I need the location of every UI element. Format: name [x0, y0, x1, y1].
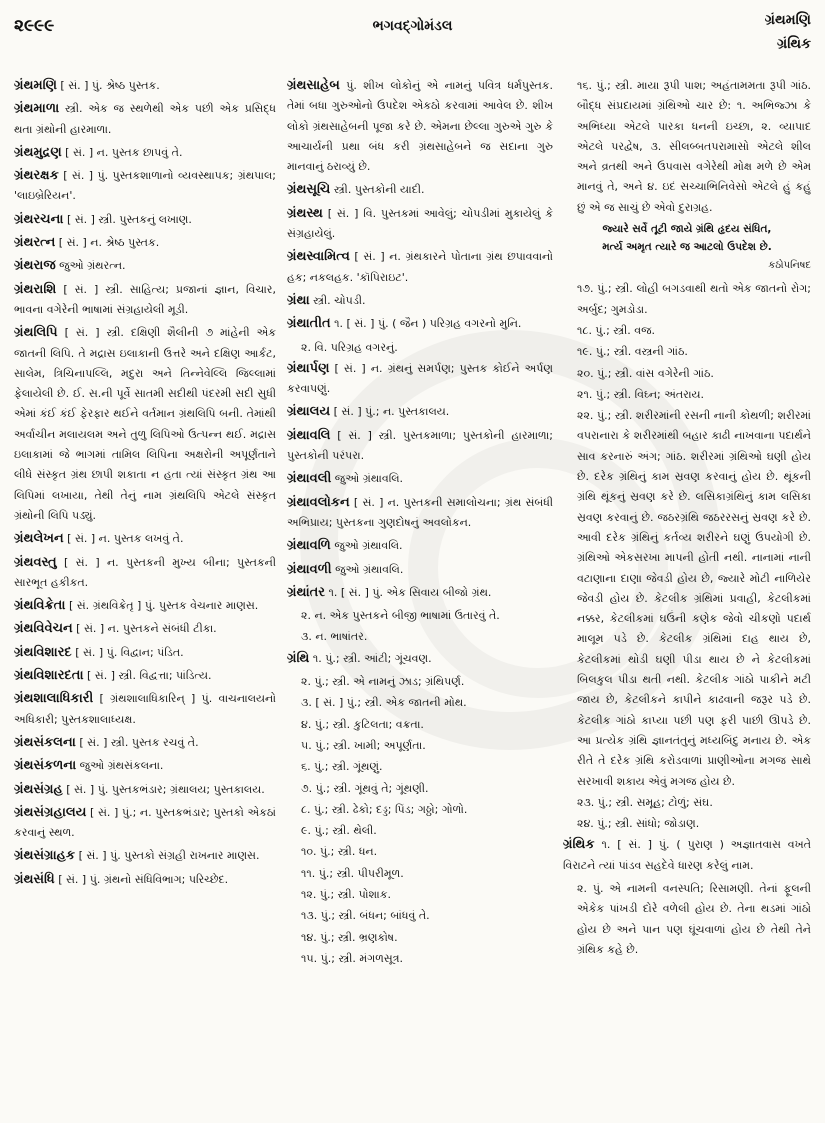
- definition: [ સં. ] સ્ત્રી. વિદ્વત્તા; પાંડિત્ય.: [83, 669, 212, 683]
- dictionary-entry: [287, 204, 553, 245]
- sense-item: ૧૭. પું.; સ્ત્રી. લોહી બગડવાથી થતો એક જાતનો રોગ; અર્બુદ; ગુમડોડા.: [577, 282, 811, 316]
- column-2: [287, 76, 553, 1116]
- dictionary-entry: [14, 529, 276, 549]
- page-header: [14, 6, 811, 74]
- dictionary-entry: [287, 314, 553, 334]
- definition: [ સં. ] પું. વિદ્વાન; પંડિત.: [71, 645, 184, 659]
- sense-item: ૧૬. પું.; સ્ત્રી. માયા રૂપી પાશ; અહંતામમતા રૂપી ગાંઠ. બૌદ્ધ સંપ્રદાયમાં ગ્રંથિઓ ચાર છે: ૧. અભિજ્ઝા કે અભિધ્યા એટલે પારકા ધનની ઇચ્છા, ૨. વ્યાપાદ એટલે પરદ્વેષ, ૩. સીલબ્બતપરામાસો એટલે શીલ અને વ્રતથી અને ઉપવાસ વગેરેથી મોક્ષ મળે છે એમ માનવું તે, અને ૪. ઇદં સચ્ચાભિનિવેસો એટલે હું કહું છું એ જ સાચું છે એવો દુરાગ્રહ.: [577, 79, 811, 214]
- headword: ગ્રંથાલય: [287, 404, 331, 420]
- sense-item: ૯. પું.; સ્ત્રી. થેલી.: [301, 824, 377, 838]
- headword: ગ્રંથસંકળના: [14, 758, 77, 774]
- dictionary-entry: [14, 99, 276, 140]
- sense-item: ૨૧. પું.; સ્ત્રી. વિઘ્ન; અંતરાય.: [577, 387, 705, 401]
- dictionary-entry: [14, 166, 276, 207]
- headword: ગ્રંથવિશારદતા: [14, 668, 84, 684]
- sense-item: ૬. પું.; સ્ત્રી. ગૂંથણું.: [301, 760, 383, 774]
- dictionary-entry: [14, 846, 276, 866]
- dictionary-entry: [287, 76, 553, 177]
- sense-item: ૭. પું.; સ્ત્રી. ગૂંથવું તે; ગૂંથણી.: [301, 781, 429, 795]
- definition: [ સં. ] સ્ત્રી. પુસ્તકમાળા; પુસ્તકોની હારમાળા; પુસ્તકોની પરંપરા.: [287, 428, 553, 463]
- definition: [ સં. ] પું. પુસ્તકો સંગ્રહી રાખનાર માણસ.: [75, 849, 260, 863]
- definition: ૧. [ સં. ] પું. ( પુરાણ ) અજ્ઞાતવાસ વખતે વિરાટને ત્યાં પાંડવ સહદેવે ધારણ કરેલું નામ.: [563, 838, 811, 872]
- definition: જુઓ ગ્રંથાવલિ.: [331, 562, 404, 576]
- definition: [ સં. ] પું.; ન. પુસ્તકાલય.: [330, 405, 450, 419]
- dictionary-entry: [14, 143, 276, 163]
- headword: ગ્રંથાવળિ: [287, 538, 331, 554]
- definition: [ સં. ] ન. ગ્રંથનું સમર્પણ; પુસ્તક કોઈને અર્પણ કરવાપણું.: [287, 361, 553, 396]
- sense-item: ૨૨. પું.; સ્ત્રી. શરીરમાંની રસની નાની કોથળી; શરીરમાં વપરાનારા કે શરીરમાંથી બહાર કાઢી નાખવાના પદાર્થને સાવ કરનારું અંગ; ગાંઠ. શરીરમાં ગ્રંથિઓ ઘણી હોય છે. દરેક ગ્રંથિનું કામ સ્રવણ કરવાનું હોય છે. થૂંકની ગ્રંથિ થૂંકનું સ્રવણ કરે છે. લસિકાગ્રંથિનું કામ લસિકા સ્રવણ કરવાનું છે. જઠરગ્રંથિ જઠરરસનું સ્રવણ કરે છે. આવી દરેક ગ્રંથિનું કર્તવ્ય શરીરને ઘણું ઉપયોગી છે. ગ્રંથિઓ એકસરખા માપની હોતી નથી. નાનામાં નાની વટાણાના દાણા જેવડી હોય છે, જ્યારે મોટી નાળિયેર જેવડી હોય છે. કેટલીક ગ્રંથિમાં પ્રવાહી, કેટલીકમાં નક્કર, કેટલીકમાં ઘઉંની કણેક જેવો ચીકણો પદાર્થ માલૂમ પડે છે. કેટલીક ગ્રંથિમાં દાહ થાય છે, કેટલીકમાં થોડી ઘણી પીડા થાય છે ને કેટલીકમાં બિલકુલ પીડા થતી નથી. કેટલીક ગાંઠો પાકીને મટી જાય છે, કેટલીકને કાપીને કાઢવાની જરૂર પડે છે. કેટલીક ગાંઠો કાપ્યા પછી પણ ફરી પાછી ઊપડે છે. આ પ્રત્યેક ગ્રંથિ જ્ઞાનતંતુનું મધ્યબિંદુ મનાય છે. એક રીતે તે દરેક ગ્રંથિ કરોડવાળાં પ્રાણીઓના મગજ સાથે સરખાવી શકાય એવું મગજ હોય છે.: [577, 409, 811, 788]
- definition: [ સં. ] પું. પુસ્તકશાળાનો વ્યવસ્થાપક; ગ્રંથપાલ; 'લાઇબ્રેરિયન'.: [14, 169, 276, 203]
- headword: ગ્રંથસંગ્રહ: [14, 781, 63, 797]
- definition: જુઓ ગ્રંથરત્ન.: [55, 259, 126, 273]
- definition: જુઓ ગ્રંથસંકલના.: [76, 759, 164, 773]
- dictionary-entry: [14, 596, 276, 616]
- definition: ૧. [ સં. ] પું. એક સિવાય બીજો ગ્રંથ.: [325, 585, 492, 599]
- sense-item: ૨. વિ. પરિગ્રહ વગરનું.: [301, 340, 398, 354]
- dictionary-entry: [14, 619, 276, 639]
- headword: ગ્રંથરાજ: [14, 258, 56, 274]
- guideword-bottom: ગ્રંથિક: [776, 36, 811, 52]
- headword: ગ્રંથસૂચિ: [287, 182, 331, 198]
- headword: ગ્રંથાતીત: [287, 316, 331, 332]
- dictionary-entry: [287, 402, 553, 422]
- headword: ગ્રંથરચના: [14, 211, 64, 227]
- definition: [ સં. ] પું.; ન. પુસ્તકભંડાર; પુસ્તકો એકઠાં કરવાનું સ્થળ.: [14, 805, 276, 840]
- dictionary-entry: [287, 359, 553, 400]
- headword: ગ્રંથમણિ: [14, 78, 57, 93]
- headword: ગ્રંથિક: [563, 837, 595, 853]
- dictionary-entry: [14, 756, 276, 776]
- sense-item: ૩. ન. ભાષાંતર.: [301, 630, 368, 644]
- dictionary-entry: [14, 323, 276, 526]
- sense-item: ૧૦. પું.; સ્ત્રી. ધન.: [301, 845, 378, 859]
- headword: ગ્રંથવસ્તુ: [14, 554, 57, 570]
- headword: ગ્રંથલેખન: [14, 531, 64, 547]
- sense-item: ૩. [ સં. ] પું.; સ્ત્રી. એક જાતની મોથ.: [301, 696, 467, 710]
- definition: [ સં. ] ન. શ્રેષ્ઠ પુસ્તક.: [55, 236, 160, 250]
- dictionary-entry: [287, 426, 553, 467]
- dictionary-entry: [287, 469, 553, 489]
- definition: સ્ત્રી. પુસ્તકોની યાદી.: [330, 183, 425, 197]
- dictionary-entry: [14, 643, 276, 663]
- definition: સ્ત્રી. એક જ સ્થળેથી એક પછી એક પ્રસિદ્ધ થતા ગ્રંથોની હારમાળા.: [14, 102, 276, 136]
- headword: ગ્રંથાંતર: [287, 584, 325, 600]
- definition: [ સં. ] સ્ત્રી. સાહિત્ય; પ્રજાનાં જ્ઞાન, વિચાર, ભાવના વગેરેની ભાષામાં સંગ્રહાયેલી મૂડી.: [14, 282, 276, 316]
- guide-words: [765, 8, 811, 56]
- headword: ગ્રંથિ: [287, 650, 310, 666]
- dictionary-entry: [14, 76, 276, 96]
- definition: [ સં. ] સ્ત્રી. પુસ્તક રચવું તે.: [75, 735, 199, 749]
- definition: પું. શીખ લોકોનું એ નામનું પવિત્ર ધર્મપુસ્તક. તેમાં બધા ગુરુઓનો ઉપદેશ એકઠો કરવામાં આવેલ છે. શીખ લોકો ગ્રંથસાહેબની પૂજા કરે છે. એમના છેલ્લા ગુરુએ ગુરુ કે આચાર્યની પ્રથા બંધ કરી ગ્રંથસાહેબને જ સદાના ગુરુ માનવાનું ઠરાવ્યું છે.: [287, 79, 553, 174]
- quotation: જ્યારે સર્વે તૂટી જાયે ગ્રંથિ હૃદય સંધિત, મર્ત્ય અમૃત ત્યારે જ આટલો ઉપદેશ છે.: [602, 223, 772, 254]
- dictionary-entry: [14, 210, 276, 230]
- dictionary-entry: [287, 583, 553, 603]
- sense-item: ૫. પું.; સ્ત્રી. ખામી; અપૂર્ણતા.: [301, 738, 426, 752]
- definition: [ સં. ] સ્ત્રી. દક્ષિણી શૈલીની ૭ માંહેની એક જાતની લિપિ. તે મદ્રાસ ઇલાકાની ઉત્તરે અને દક્ષિણ આર્કટ, સાલેમ, ત્રિચિનાપલ્લિ, મદુરા અને તિન્નેવેલ્લિ જિલ્લામાં ફેલાયેલી છે. ઈ. સ.ની પૂર્વે સાતમી સદીથી પંદરમી સદી સુધી એમાં કંઈ કંઈ ફેરફાર થઈને વર્તમાન ગ્રંથલિપિ બની. તેમાંથી અર્વાચીન મલાયલમ અને તુળુ લિપિઓ ઉત્પન્ન થઈ. મદ્રાસ ઇલાકામાં જે ભાગમાં તામિલ લિપિના અક્ષરોની અપૂર્ણતાને લીધે સંસ્કૃત ગ્રંથ છાપી શકાતા ન હતા ત્યાં સંસ્કૃત ગ્રંથ આ લિપિમાં લખાયા, તેથી તેનું નામ ગ્રંથલિપિ એટલે સંસ્કૃત ગ્રંથોની લિપિ પડ્યું.: [14, 326, 276, 522]
- sense-item: ૧૯. પું.; સ્ત્રી. વસ્ત્રની ગાંઠ.: [577, 345, 688, 359]
- definition: [ સં. ] ન. પુસ્તકની મુખ્ય બીના; પુસ્તકની સારભૂત હકીકત.: [14, 555, 276, 589]
- headword: ગ્રંથસ્વામિત્વ: [287, 249, 350, 265]
- sense-item: ૧૨. પું.; સ્ત્રી. પોશાક.: [301, 887, 391, 901]
- dictionary-entry: [14, 280, 276, 321]
- definition: [ સં. ] વિ. પુસ્તકમાં આવેલું; ચોપડીમાં મુકાયેલું કે સંગ્રહાયેલું.: [287, 206, 553, 241]
- headword: ગ્રંથશાલાધિકારી: [14, 691, 94, 707]
- headword: ગ્રંથરક્ષક: [14, 168, 59, 184]
- definition: [ સં. ] ન. પુસ્તકની સમાલોચના; ગ્રંથ સંબંધી અભિપ્રાય; પુસ્તકના ગુણદોષનું અવલોકન.: [287, 495, 553, 529]
- dictionary-entry: [14, 733, 276, 753]
- dictionary-entry: [14, 689, 276, 730]
- headword: ગ્રંથાવલિ: [287, 427, 331, 443]
- sense-item: ૧૫. પું.; સ્ત્રી. મંગળસૂત્ર.: [301, 951, 403, 965]
- dictionary-entry: [14, 233, 276, 253]
- definition: [ સં. ] સ્ત્રી. પુસ્તકનું લખાણ.: [63, 212, 192, 226]
- guideword-top: ગ્રંથમણિ: [764, 12, 811, 28]
- definition: જુઓ ગ્રંથાવલિ.: [331, 472, 404, 486]
- headword: ગ્રંથાવલોકન: [287, 494, 350, 510]
- sense-item: ૨. પું.; સ્ત્રી. એ નામનું ઝાડ; ગ્રંથિપર્ણ.: [301, 675, 465, 689]
- headword: ગ્રંથા: [287, 292, 310, 308]
- dictionary-entry: [14, 666, 276, 686]
- headword: ગ્રંથાવલી: [287, 471, 332, 487]
- headword: ગ્રંથસંગ્રહાલય: [14, 804, 87, 820]
- dictionary-entry: [287, 649, 553, 669]
- dictionary-entry: [14, 803, 276, 844]
- headword: ગ્રંથસંકલના: [14, 734, 76, 750]
- sense-item: ૧૧. પું.; સ્ત્રી. પીપરીમૂળ.: [301, 866, 404, 880]
- sense-item: ૨૦. પું.; સ્ત્રી. વાંસ વગેરેની ગાંઠ.: [577, 366, 714, 380]
- dictionary-entry: [14, 553, 276, 594]
- dictionary-entry: [287, 291, 553, 311]
- definition: [ સં. ] ન. ગ્રંથકારને પોતાના ગ્રંથ છપાવવાનો હક; નકલહક. 'કૉપિરાઇટ'.: [287, 250, 553, 284]
- sense-item: ૨૪. પું.; સ્ત્રી. સાંધો; જોડાણ.: [577, 817, 700, 831]
- headword: ગ્રંથમુદ્રણ: [14, 144, 62, 160]
- definition: [ સં. ] પું. પુસ્તકભંડાર; ગ્રંથાલય; પુસ્તકાલય.: [62, 782, 265, 796]
- definition: જુઓ ગ્રંથાવલિ.: [330, 539, 403, 553]
- sense-item: ૨. ન. એક પુસ્તકને બીજી ભાષામાં ઉતારવું તે.: [301, 609, 500, 623]
- definition: [ સં. ] ન. પુસ્તક લખવું તે.: [63, 532, 184, 546]
- sense-item: ૨૩. પું.; સ્ત્રી. સમૂહ; ટોળું; સંઘ.: [577, 795, 713, 809]
- headword: ગ્રંથલિપિ: [14, 325, 58, 341]
- definition: ૧. [ સં. ] પું. ( જૈન ) પરિગ્રહ વગરનો મુનિ.: [330, 317, 522, 331]
- definition: [ સં. ] ન. પુસ્તકને સંબંધી ટીકા.: [72, 622, 217, 636]
- headword: ગ્રંથસ્થ: [287, 205, 323, 221]
- definition: [ સં. ] ન. પુસ્તક છાપવું તે.: [61, 145, 183, 159]
- headword: ગ્રંથાર્પણ: [287, 360, 330, 376]
- sense-item: ૪. પું.; સ્ત્રી. કુટિલતા; વક્રતા.: [301, 717, 424, 731]
- headword: ગ્રંથમાળા: [14, 101, 60, 117]
- headword: ગ્રંથવિક્રેતા: [14, 598, 66, 614]
- dictionary-entry: [287, 247, 553, 288]
- definition: [ સં. ગ્રંથવિક્રેતૃ ] પું. પુસ્તક વેચનાર માણસ.: [65, 599, 259, 613]
- quotation-source: કઠોપનિષદ: [768, 260, 811, 272]
- column-3: [563, 76, 811, 1116]
- headword: ગ્રંથાવળી: [287, 561, 332, 577]
- dictionary-entry: [14, 256, 276, 276]
- running-title: ભગવદ્ગોમંડલ: [372, 18, 453, 34]
- headword: ગ્રંથરાશિ: [14, 281, 57, 297]
- sense-item: ૧૪. પું.; સ્ત્રી. ભ્રણકોષ.: [301, 930, 398, 944]
- dictionary-entry: [14, 870, 276, 890]
- dictionary-entry: [287, 493, 553, 534]
- definition: [ ગ્રંથશાલાધિકારિન્ ] પું. વાચનાલયનો અધિકારી; પુસ્તકશાલાધ્યક્ષ.: [14, 692, 276, 726]
- headword: ગ્રંથવિશારદ: [14, 644, 72, 660]
- dictionary-entry: [14, 780, 276, 800]
- sense-item: ૧૮. પું.; સ્ત્રી. વજ.: [577, 323, 656, 337]
- headword: ગ્રંથસંધિ: [14, 871, 55, 887]
- headword: ગ્રંથરત્ન: [14, 235, 56, 251]
- sense-item: ૮. પું.; સ્ત્રી. ઢેકો; દડ્ડ; પિંડ; ગઠ્ઠો; ગોળો.: [301, 802, 468, 816]
- headword: ગ્રંથસંગ્રાહક: [14, 848, 76, 864]
- dictionary-entry: [287, 560, 553, 580]
- page-number: ૨૯૯૯: [14, 16, 55, 36]
- definition: ૧. પું.; સ્ત્રી. આંટી; ગૂંચવણ.: [309, 651, 432, 665]
- dictionary-entry: [287, 180, 553, 200]
- definition: [ સં. ] પું. શ્રેષ્ઠ પુસ્તક.: [56, 79, 160, 92]
- column-1: [14, 76, 276, 1116]
- headword: ગ્રંથસાહેબ: [287, 78, 340, 93]
- definition: [ સં. ] પું. ગ્રંથનો સંધિવિભાગ; પરિચ્છેદ.: [54, 872, 229, 886]
- dictionary-entry: [287, 536, 553, 556]
- definition: સ્ત્રી. ચોપડી.: [309, 293, 366, 307]
- dictionary-entry: [563, 835, 811, 876]
- sense-item: ૧૩. પું.; સ્ત્રી. બંધન; બાંધવું તે.: [301, 909, 430, 923]
- headword: ગ્રંથવિવેચન: [14, 621, 73, 637]
- sense-item: ૨. પું. એ નામની વનસ્પતિ; રિસામણી. તેનાં ફૂલની એકેક પાંખડી દોરે વળેલી હોય છે. તેના થડમાં ગાંઠો હોય છે અને પાન પણ ઘૂંચવાળાં હોય છે તેથી તેને ગ્રંથિક કહે છે.: [577, 881, 811, 956]
